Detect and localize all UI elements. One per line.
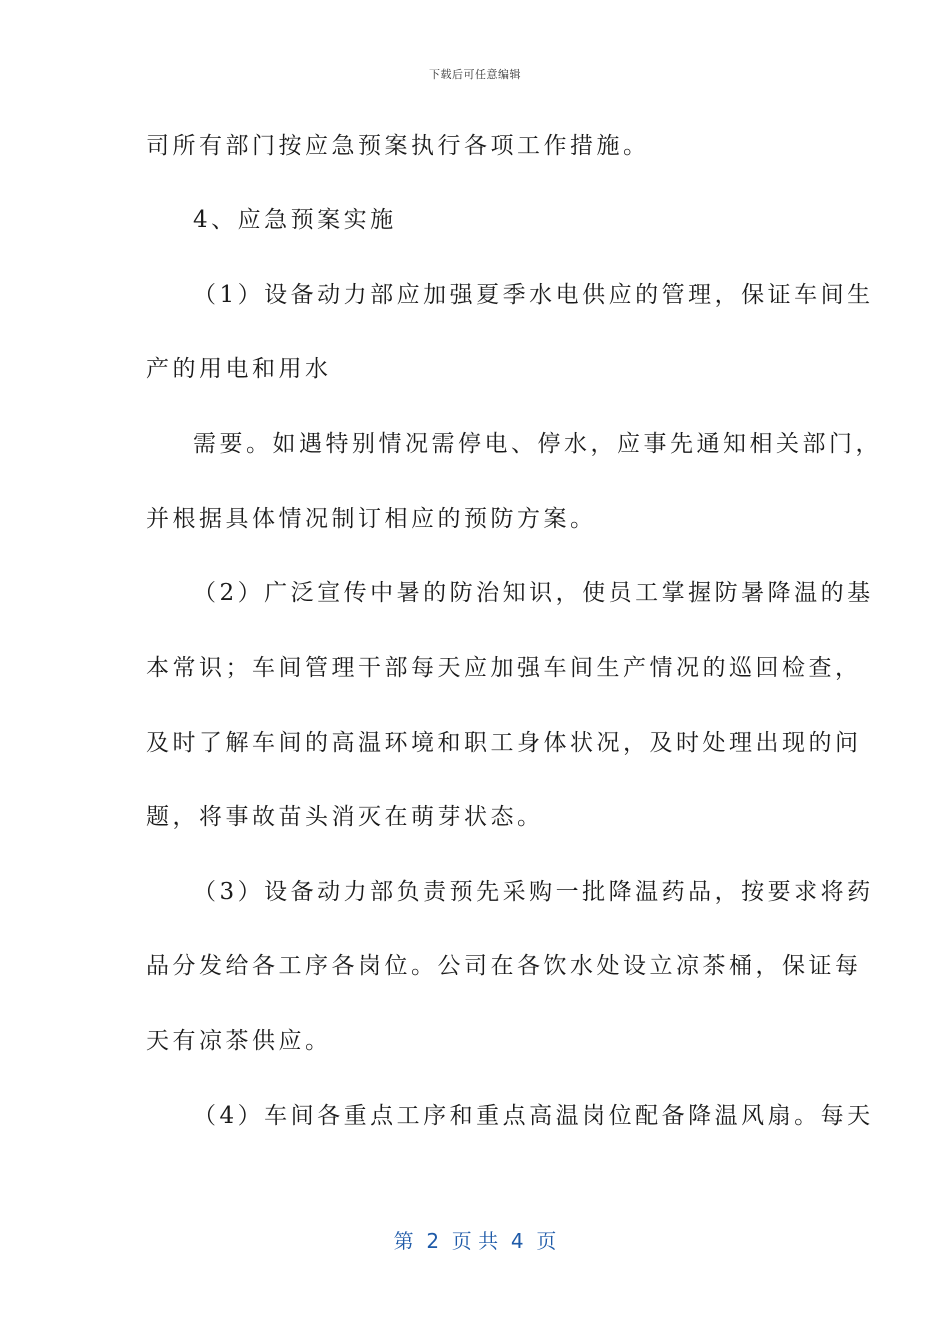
text-line: 及时了解车间的高温环境和职工身体状况，及时处理出现的问 [146,730,862,756]
text-line: （4）车间各重点工序和重点高温岗位配备降温风扇。每天 [193,1103,874,1129]
text-line: （2）广泛宣传中暑的防治知识，使员工掌握防暑降温的基 [193,580,874,606]
text-line: 产的用电和用水 [146,356,332,382]
text-line: 需要。如遇特别情况需停电、停水，应事先通知相关部门， [193,431,882,457]
text-line: 并根据具体情况制订相应的预防方案。 [146,506,597,532]
page-header: 下载后可任意编辑 [429,68,521,81]
text-line: （1）设备动力部应加强夏季水电供应的管理，保证车间生 [193,282,874,308]
page-number-footer: 第 2 页 共 4 页 [393,1229,557,1253]
section-heading: 4、应急预案实施 [193,207,397,233]
text-line: 品分发给各工序各岗位。公司在各饮水处设立凉茶桶，保证每 [146,953,862,979]
text-line: 题，将事故苗头消灭在萌芽状态。 [146,804,544,830]
text-line: （3）设备动力部负责预先采购一批降温药品，按要求将药 [193,879,874,905]
text-line: 司所有部门按应急预案执行各项工作措施。 [146,133,650,159]
text-line: 天有凉茶供应。 [146,1028,332,1054]
text-line: 本常识；车间管理干部每天应加强车间生产情况的巡回检查， [146,655,862,681]
